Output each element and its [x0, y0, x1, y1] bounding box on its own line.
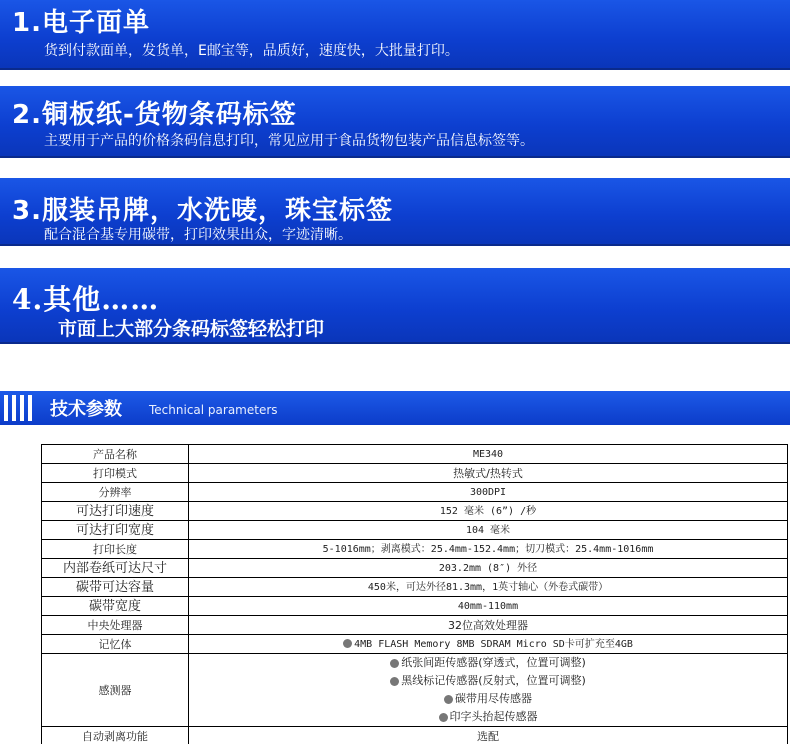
spec-key: 中央处理器 [42, 616, 189, 635]
banner-subtitle: 主要用于产品的价格条码信息打印，常见应用于食品货物包装产品信息标签等。 [44, 133, 534, 149]
bullet-icon [390, 659, 399, 668]
banner-electronic-waybill [0, 0, 790, 70]
banner-coated-paper [0, 86, 790, 158]
spec-key: 自动剥离功能 [42, 727, 189, 744]
spec-value: 40mm-110mm [189, 597, 788, 616]
spec-key: 可达打印速度 [42, 502, 189, 521]
spec-key: 感测器 [42, 654, 189, 727]
spec-key: 分辨率 [42, 483, 189, 502]
banner-subtitle: 市面上大部分条码标签轻松打印 [58, 318, 325, 340]
spec-value: 300DPI [189, 483, 788, 502]
spec-value: 热敏式/热转式 [189, 464, 788, 483]
table-row [42, 616, 788, 635]
spec-value-memory [189, 635, 788, 654]
sensor-item: 碳带用尽传感器 [455, 692, 532, 705]
table-row [42, 540, 788, 559]
table-row [42, 654, 788, 727]
spec-key: 打印长度 [42, 540, 189, 559]
tech-subtitle: Technical parameters [149, 403, 278, 417]
bullet-icon [444, 695, 453, 704]
bullet-icon [439, 713, 448, 722]
banner-title: 2.铜板纸-货物条码标签 [12, 100, 297, 130]
table-row [42, 578, 788, 597]
bullet-icon [390, 677, 399, 686]
spec-value: ME340 [189, 445, 788, 464]
spec-value: 104 毫米 [189, 521, 788, 540]
banner-clothing-tags [0, 178, 790, 246]
table-row [42, 559, 788, 578]
spec-key: 产品名称 [42, 445, 189, 464]
table-row [42, 502, 788, 521]
spec-key: 打印模式 [42, 464, 189, 483]
spec-key: 碳带可达容量 [42, 578, 189, 597]
spec-value-sensors [189, 654, 788, 727]
spec-value: 4MB FLASH Memory 8MB SDRAM Micro SD卡可扩充至4GB [354, 638, 633, 650]
banner-title: 4.其他…… [12, 283, 160, 316]
spec-value: 选配 [189, 727, 788, 744]
spec-key: 记忆体 [42, 635, 189, 654]
banner-subtitle: 配合混合基专用碳带，打印效果出众，字迹清晰。 [44, 227, 352, 243]
spec-table [41, 444, 788, 744]
tech-title: 技术参数 [50, 399, 122, 420]
table-row [42, 464, 788, 483]
sensor-item: 印字头抬起传感器 [449, 710, 538, 723]
table-row [42, 635, 788, 654]
spec-key: 可达打印宽度 [42, 521, 189, 540]
tech-params-header [0, 391, 790, 425]
sensor-item: 纸张间距传感器(穿透式，位置可调整) [401, 656, 586, 669]
spec-value: 450米，可达外径81.3mm，1英寸轴心（外卷式碳带） [189, 578, 788, 597]
table-row [42, 727, 788, 744]
banner-title: 3.服装吊牌，水洗唛，珠宝标签 [12, 196, 393, 226]
spec-key: 内部卷纸可达尺寸 [42, 559, 189, 578]
spec-value: 203.2mm (8″) 外径 [189, 559, 788, 578]
spec-value: 152 毫米 (6”) /秒 [189, 502, 788, 521]
table-row [42, 521, 788, 540]
spec-value: 32位高效处理器 [189, 616, 788, 635]
banner-other [0, 268, 790, 344]
stripes-decoration [4, 395, 32, 421]
banner-title: 1.电子面单 [12, 8, 150, 38]
sensor-item: 黑线标记传感器(反射式，位置可调整) [401, 674, 586, 687]
table-row [42, 483, 788, 502]
table-row [42, 445, 788, 464]
spec-key: 碳带宽度 [42, 597, 189, 616]
table-row [42, 597, 788, 616]
banner-subtitle: 货到付款面单，发货单，E邮宝等，品质好，速度快，大批量打印。 [44, 43, 459, 59]
bullet-icon [343, 639, 352, 648]
spec-value: 5-1016mm；剥离模式：25.4mm-152.4mm；切刀模式：25.4mm-1016mm [189, 540, 788, 559]
